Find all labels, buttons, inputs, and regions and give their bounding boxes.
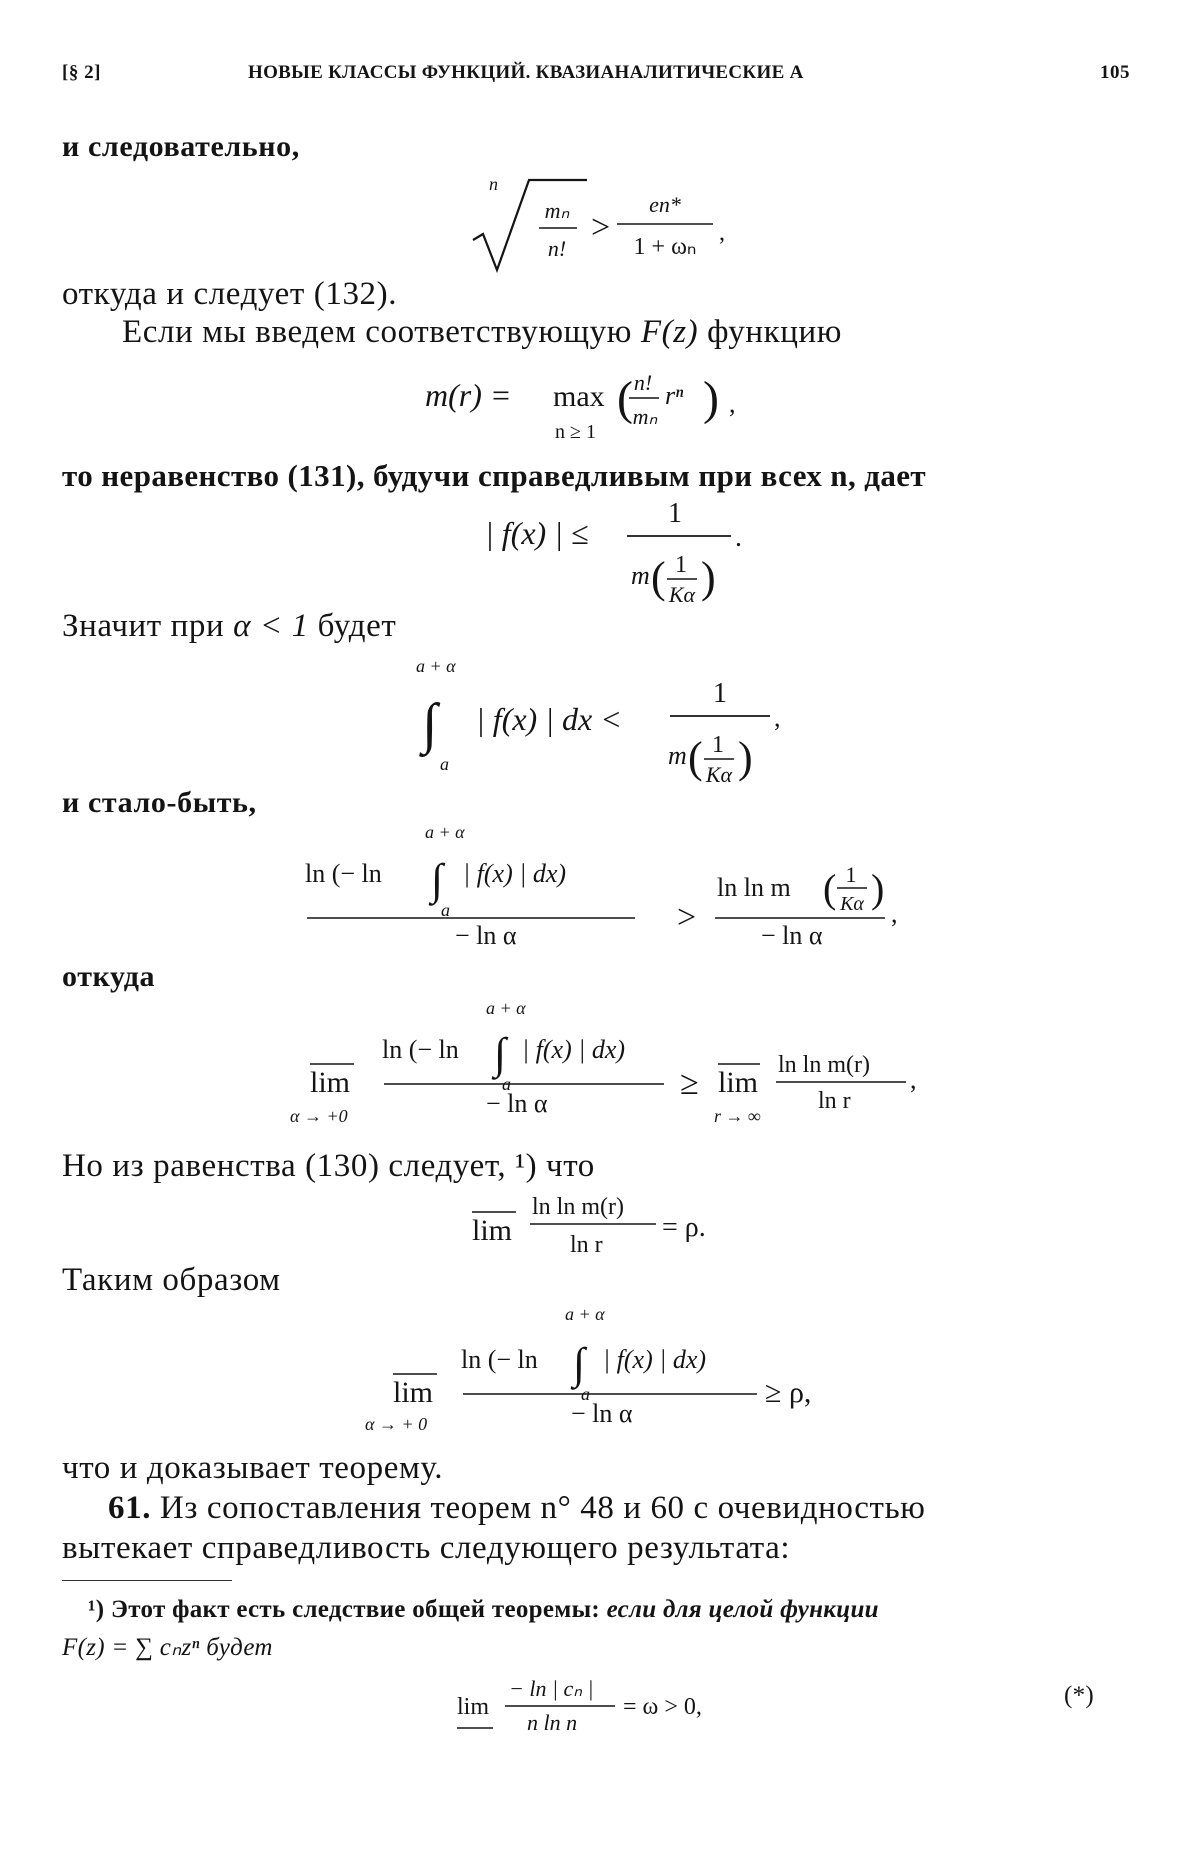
int-lower: a: [440, 754, 449, 774]
power: rⁿ: [665, 381, 684, 410]
frac-num: mₙ: [544, 198, 570, 223]
punct: ,: [729, 389, 736, 418]
text-line-6: и стало-быть,: [62, 786, 257, 819]
text-span: Значит при: [62, 608, 225, 644]
paren-left: (: [651, 553, 666, 602]
punct: ,: [910, 1065, 917, 1094]
frac-den: − ln α: [761, 921, 823, 946]
section-marker: [§ 2]: [62, 62, 101, 83]
text-span: функцию: [707, 314, 843, 350]
frac-num: n!: [633, 370, 653, 395]
num-part: | f(x) | dx): [463, 859, 567, 888]
text-line-5: [62, 608, 396, 645]
num-part: ln (− ln: [461, 1345, 538, 1374]
num-part: ln (− ln: [305, 859, 382, 888]
frac-den: mₙ: [632, 404, 658, 429]
frac-den: − ln α: [486, 1089, 548, 1118]
lhs: | f(x) | ≤: [485, 515, 589, 551]
formula-log-ratio: [305, 816, 925, 946]
lim-sub: r → ∞: [714, 1106, 761, 1126]
running-title: НОВЫЕ КЛАССЫ ФУНКЦИЙ. КВАЗИАНАЛИТИЧЕСКИЕ А: [248, 62, 804, 83]
punct: ,: [719, 220, 725, 246]
int-upper: a + α: [425, 822, 465, 842]
inner-den: Kα: [668, 582, 696, 607]
footnote-marker: ¹): [88, 1596, 105, 1623]
integral-sign: ∫: [431, 855, 444, 904]
lim-op: lim: [457, 1694, 490, 1720]
m-symbol: m: [631, 561, 650, 590]
frac-den: − ln α: [455, 921, 517, 946]
integral-sign: ∫: [422, 693, 438, 755]
formula-footnote-limit: [455, 1668, 755, 1748]
num-part: | f(x) | dx): [603, 1345, 707, 1374]
text-span: Из сопоставления теорем n° 48 и 60 с очевидностью: [159, 1490, 926, 1526]
rnum: ln ln m(r): [778, 1052, 870, 1078]
frac-den: 1 + ωₙ: [633, 234, 697, 260]
formula-integral-bound: [410, 650, 790, 790]
footnote-formula: F(z) = ∑ cₙzⁿ: [62, 1634, 200, 1661]
lim-op: lim: [718, 1066, 759, 1099]
integral-sign: ∫: [494, 1029, 507, 1078]
text-line-1: и следовательно,: [62, 130, 300, 163]
frac-den: n!: [547, 236, 567, 261]
paren-right: ): [871, 866, 885, 911]
formula-f-bound: [485, 494, 785, 614]
text-span: Если мы введем соответствующую: [122, 314, 632, 350]
text-line-10: что и доказывает теорему.: [62, 1450, 444, 1486]
paren-left: (: [823, 866, 837, 911]
math-fz: F(z): [640, 314, 699, 350]
item-number: 61.: [108, 1490, 152, 1526]
lim-op: lim: [310, 1066, 351, 1099]
footnote-italic: если для целой функции: [606, 1596, 879, 1623]
inner-num: 1: [675, 552, 687, 578]
relation: >: [677, 899, 697, 936]
formula-root-inequality: [455, 168, 775, 280]
int-upper: a + α: [486, 998, 526, 1018]
inner-den: Kα: [840, 893, 864, 915]
equation-tag: (*): [1064, 1682, 1095, 1709]
footnote-text: Этот факт есть следствие общей теоремы:: [110, 1596, 601, 1623]
max-op: max: [553, 380, 605, 413]
lim-sub: α → +0: [290, 1106, 348, 1126]
paren-right: ): [701, 553, 716, 602]
integral-sign: ∫: [573, 1339, 586, 1388]
frac-num: 1: [668, 498, 682, 529]
paren-left: (: [688, 733, 703, 782]
rden: ln r: [818, 1088, 851, 1114]
footnote-line-1: [88, 1596, 879, 1624]
max-sub: n ≥ 1: [555, 421, 596, 443]
text-line-7: откуда: [62, 960, 156, 993]
text-line-12: вытекает справедливость следующего результата:: [62, 1530, 791, 1566]
frac-den: n ln n: [527, 1710, 578, 1735]
frac-num: en*: [649, 192, 681, 217]
text-line-3: [122, 314, 842, 351]
formula-order-rho: [470, 1182, 750, 1262]
int-upper: a + α: [416, 656, 456, 676]
paren-right: ): [703, 372, 719, 425]
rhs: = ω > 0,: [623, 1694, 702, 1720]
text-line-8: Но из равенства (130) следует, ¹) что: [62, 1148, 595, 1184]
root-index: n: [489, 174, 498, 194]
lim-sub: α → + 0: [365, 1414, 428, 1434]
frac-num: ln ln m(r): [532, 1194, 624, 1220]
lhs: m(r) =: [425, 377, 512, 413]
inner-den: Kα: [705, 762, 733, 787]
punct: ,: [774, 703, 781, 732]
relation: ≥: [680, 1065, 699, 1102]
frac-den: ln r: [570, 1232, 603, 1258]
num-part: ln (− ln: [382, 1035, 459, 1064]
rhs: ≥ ρ,: [765, 1376, 812, 1409]
footnote-line-2: [62, 1632, 273, 1662]
int-lower: a: [441, 900, 450, 920]
integrand: | f(x) | dx <: [476, 701, 622, 737]
inner-num: 1: [845, 862, 857, 887]
text-span: будет: [317, 608, 397, 644]
frac-den: − ln α: [571, 1399, 633, 1428]
inner-num: 1: [712, 732, 724, 758]
formula-limsup-inequality: [290, 988, 950, 1128]
formula-final-limsup: [365, 1294, 865, 1434]
text-line-11: [108, 1490, 925, 1527]
paren-left: (: [617, 372, 633, 425]
rhs: = ρ.: [662, 1212, 706, 1243]
formula-m-of-r: [425, 362, 785, 450]
int-lower: a: [502, 1074, 511, 1094]
m-symbol: m: [668, 741, 687, 770]
lim-op: lim: [393, 1376, 434, 1409]
num-part: | f(x) | dx): [522, 1035, 626, 1064]
page-number: 105: [1100, 62, 1130, 83]
paren-right: ): [738, 733, 753, 782]
lim-op: lim: [472, 1214, 513, 1247]
punct: ,: [891, 899, 898, 928]
math-cond: α < 1: [233, 608, 309, 644]
text-line-4: то неравенство (131), будучи справедливым при всех n, дает: [62, 458, 927, 493]
text-line-9: Таким образом: [62, 1262, 281, 1298]
footnote-italic: будет: [206, 1634, 273, 1661]
frac-num: − ln | cₙ |: [509, 1676, 594, 1701]
frac-num: 1: [713, 678, 727, 709]
punct: .: [735, 522, 742, 553]
int-lower: a: [581, 1384, 590, 1404]
text-line-2: откуда и следует (132).: [62, 276, 398, 312]
rnum: ln ln m: [717, 873, 791, 902]
int-upper: a + α: [565, 1304, 605, 1324]
footnote-rule: [62, 1580, 232, 1581]
relation: >: [591, 209, 611, 246]
